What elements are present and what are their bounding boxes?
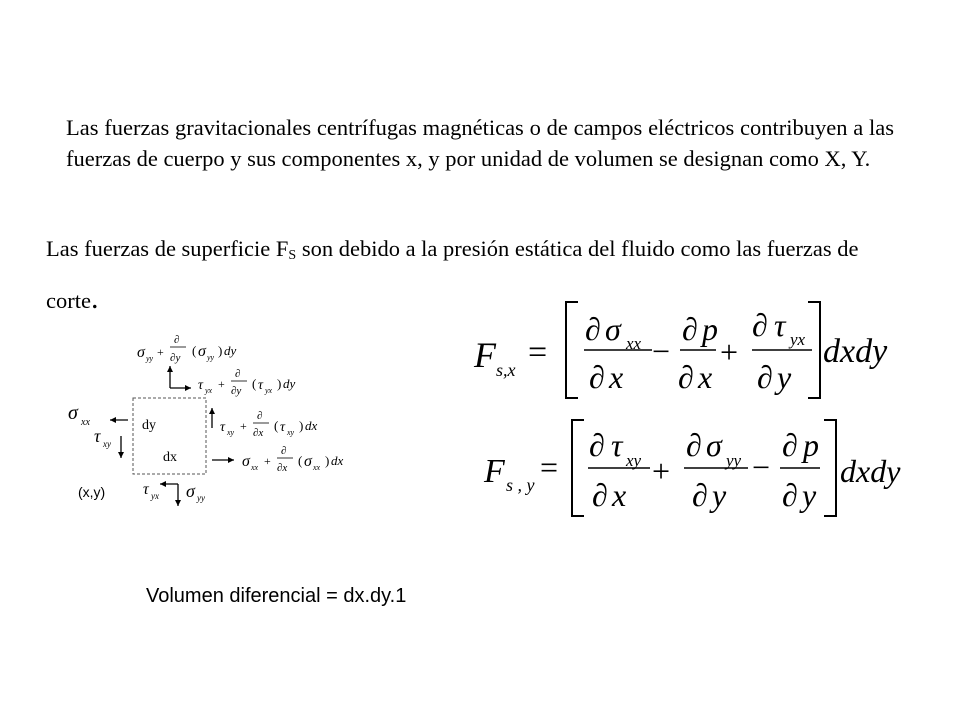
- eq2-lhs-subscript: s , y: [506, 475, 535, 495]
- svg-text:τ: τ: [220, 420, 226, 435]
- eq2-lhs: F: [484, 453, 505, 490]
- eq1-left-bracket: [566, 302, 578, 398]
- svg-text:∂: ∂: [585, 311, 601, 347]
- svg-text:∂y: ∂y: [231, 385, 242, 397]
- svg-text:x: x: [612, 477, 627, 513]
- svg-text:∂: ∂: [678, 359, 694, 395]
- paragraph-surface-forces-rest: son debido a la presión estática del fluido como las fuerzas de corte: [46, 236, 859, 313]
- svg-text:yy: yy: [146, 354, 154, 363]
- svg-text:yx: yx: [151, 491, 159, 501]
- svg-text:∂: ∂: [281, 445, 287, 457]
- svg-text:τ: τ: [94, 426, 101, 446]
- eq1-lhs-subscript: s,x: [496, 360, 516, 380]
- svg-text:): ): [277, 376, 282, 391]
- svg-text:∂x: ∂x: [277, 462, 288, 474]
- svg-text:σ: σ: [137, 344, 145, 361]
- svg-text:∂: ∂: [757, 359, 773, 395]
- stress-element-diagram: [68, 334, 344, 506]
- svg-text:xy: xy: [227, 428, 235, 437]
- svg-text:p: p: [803, 427, 819, 463]
- svg-text:xy: xy: [103, 439, 111, 449]
- svg-text:τ: τ: [611, 427, 623, 463]
- svg-text:p: p: [702, 311, 718, 347]
- eq2-tail: dxdy: [840, 453, 901, 489]
- svg-text:σ: σ: [68, 402, 78, 424]
- svg-text:+: +: [720, 334, 739, 370]
- svg-text:σ: σ: [186, 481, 195, 501]
- svg-text:∂: ∂: [174, 334, 180, 346]
- equation-fsy: [483, 420, 901, 516]
- svg-text:y: y: [777, 359, 792, 395]
- svg-text:xy: xy: [287, 428, 295, 437]
- top-normal-stress-label: [137, 334, 237, 364]
- svg-text:xx: xx: [251, 463, 259, 472]
- svg-text:∂: ∂: [782, 477, 798, 513]
- svg-text:+: +: [218, 377, 225, 391]
- left-normal-stress-label: [68, 402, 90, 428]
- dx-label: dx: [163, 450, 177, 465]
- svg-text:−: −: [652, 333, 671, 369]
- svg-text:σ: σ: [242, 453, 250, 470]
- svg-text:∂: ∂: [235, 368, 241, 380]
- svg-text:σ: σ: [706, 427, 722, 463]
- paragraph-surface-forces-period: .: [90, 282, 99, 315]
- svg-text:∂: ∂: [686, 427, 702, 463]
- svg-text:τ: τ: [143, 481, 149, 498]
- origin-label: (x,y): [78, 484, 106, 500]
- svg-text:xx: xx: [626, 334, 642, 353]
- svg-text:xx: xx: [313, 463, 321, 472]
- svg-text:yx: yx: [790, 330, 806, 349]
- eq1-lhs: F: [474, 335, 496, 375]
- svg-text:∂: ∂: [257, 410, 263, 422]
- svg-text:∂: ∂: [592, 477, 608, 513]
- svg-text:y: y: [802, 477, 817, 513]
- svg-text:dy: dy: [283, 376, 296, 391]
- svg-text:∂: ∂: [692, 477, 708, 513]
- right-shear-stress-label: [220, 410, 318, 439]
- svg-text:+: +: [240, 419, 247, 433]
- svg-text:+: +: [157, 345, 164, 359]
- svg-text:yy: yy: [207, 353, 215, 362]
- svg-text:σ: σ: [304, 453, 312, 470]
- svg-text:): ): [218, 343, 223, 358]
- svg-text:dx: dx: [305, 418, 318, 433]
- bottom-normal-stress-label: [186, 481, 205, 503]
- paragraph-body-forces: Las fuerzas gravitacionales centrífugas magnéticas o de campos eléctricos contribuyen a las fuerzas de cuerpo y sus componentes x, y por unidad de volumen se designan como X, Y.: [66, 115, 894, 171]
- eq2-right-bracket: [824, 420, 836, 516]
- svg-text:+: +: [264, 454, 271, 468]
- differential-volume-caption: Volumen diferencial = dx.dy.1: [146, 585, 407, 607]
- eq2-equals: =: [540, 449, 559, 485]
- svg-text:(: (: [192, 343, 197, 358]
- svg-text:xy: xy: [626, 451, 642, 470]
- left-shear-stress-label: [94, 426, 111, 449]
- svg-text:τ: τ: [774, 307, 786, 343]
- svg-text:(: (: [274, 418, 279, 433]
- eq2-left-bracket: [572, 420, 584, 516]
- svg-text:−: −: [752, 449, 771, 485]
- svg-text:yy: yy: [726, 451, 742, 470]
- svg-text:dy: dy: [224, 343, 237, 358]
- svg-text:): ): [299, 418, 304, 433]
- svg-text:∂: ∂: [782, 427, 798, 463]
- dy-label: dy: [142, 418, 156, 433]
- svg-text:∂: ∂: [589, 427, 605, 463]
- eq1-equals: =: [528, 334, 548, 371]
- right-normal-stress-label: [242, 445, 344, 474]
- svg-text:x: x: [609, 359, 624, 395]
- svg-text:∂x: ∂x: [253, 427, 264, 439]
- svg-text:xx: xx: [81, 417, 90, 428]
- svg-text:y: y: [712, 477, 727, 513]
- svg-text:τ: τ: [280, 420, 286, 435]
- svg-text:+: +: [652, 453, 671, 489]
- svg-text:∂y: ∂y: [170, 352, 181, 364]
- paragraph-surface-forces-start: Las fuerzas de superficie F: [46, 236, 289, 261]
- svg-text:τ: τ: [198, 378, 204, 393]
- svg-text:∂: ∂: [682, 311, 698, 347]
- svg-text:x: x: [698, 359, 713, 395]
- svg-text:τ: τ: [258, 378, 264, 393]
- bottom-shear-stress-label: [143, 481, 159, 501]
- svg-text:): ): [325, 453, 330, 468]
- surface-force-subscript: S: [288, 248, 297, 263]
- svg-text:σ: σ: [198, 343, 206, 360]
- svg-text:(: (: [298, 453, 303, 468]
- svg-text:σ: σ: [605, 311, 621, 347]
- top-shear-stress-label: [198, 368, 296, 397]
- svg-text:∂: ∂: [589, 359, 605, 395]
- svg-text:yx: yx: [265, 386, 273, 395]
- svg-text:dx: dx: [331, 453, 344, 468]
- svg-text:(: (: [252, 376, 257, 391]
- eq1-tail: dxdy: [823, 333, 888, 370]
- equation-fsx: [473, 302, 888, 398]
- svg-text:∂: ∂: [752, 307, 768, 343]
- svg-text:yy: yy: [197, 493, 205, 503]
- svg-text:yx: yx: [205, 386, 213, 395]
